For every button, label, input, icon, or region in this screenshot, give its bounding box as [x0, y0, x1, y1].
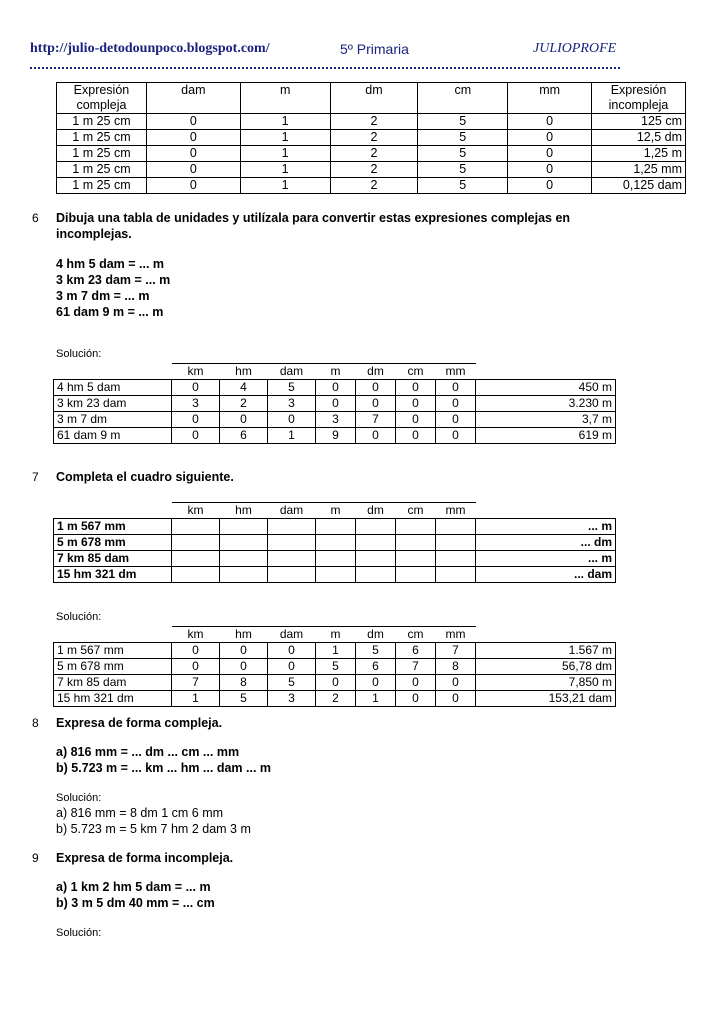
table-cell: [356, 519, 396, 535]
solution-line: b) 5.723 m = 5 km 7 hm 2 dam 3 m: [56, 822, 251, 836]
exercise-items: [56, 256, 170, 320]
table-cell: 2: [330, 130, 418, 146]
table-cell: 2: [220, 396, 268, 412]
solution-label: Solución:: [56, 927, 102, 939]
table-header-cell: hm: [220, 627, 268, 643]
table-row: [54, 643, 616, 659]
exercise-statement: Expresa de forma incompleja.: [56, 851, 234, 865]
table-row: [57, 146, 686, 162]
table-cell: 7,850 m: [476, 675, 616, 691]
table-cell: 5 m 678 mm: [54, 535, 172, 551]
table-cell: [172, 519, 220, 535]
table-cell: 0: [172, 659, 220, 675]
table-cell: 5: [268, 675, 316, 691]
table-row: [54, 412, 616, 428]
table-cell: 0: [396, 675, 436, 691]
table-cell: [172, 567, 220, 583]
table-cell: 6: [396, 643, 436, 659]
table-row: [54, 428, 616, 444]
table-cell: 450 m: [476, 380, 616, 396]
table-cell: 0: [146, 130, 240, 146]
table-cell: 5: [418, 114, 508, 130]
table-cell: 3 m 7 dm: [54, 412, 172, 428]
table-cell: 0: [356, 396, 396, 412]
table-cell: 0: [316, 675, 356, 691]
table-cell: 0: [508, 178, 592, 194]
table-cell: 7 km 85 dam: [54, 675, 172, 691]
table-cell: [316, 551, 356, 567]
table-cell: 61 dam 9 m: [54, 428, 172, 444]
table-cell: 9: [316, 428, 356, 444]
table-header-cell: cm: [396, 364, 436, 380]
table-cell: [396, 551, 436, 567]
table-cell: 0: [146, 162, 240, 178]
dotted-divider: [30, 67, 620, 69]
table-cell: [268, 535, 316, 551]
table-cell: [172, 551, 220, 567]
table-cell: [220, 519, 268, 535]
table-cell: 5: [356, 643, 396, 659]
exercise-item: 3 m 7 dm = ... m: [56, 289, 150, 303]
table-cell: 3: [268, 396, 316, 412]
table-row: [57, 114, 686, 130]
solution-label: Solución:: [56, 611, 102, 623]
table-row: [54, 380, 616, 396]
table-header-cell: km: [172, 627, 220, 643]
solution-label: Solución:: [56, 792, 102, 804]
table-header-cell: hm: [220, 364, 268, 380]
table-cell: 125 cm: [592, 114, 686, 130]
table-cell: ... dm: [476, 535, 616, 551]
exercise-items: [56, 744, 271, 776]
exercise-number: 7: [32, 470, 39, 484]
table-header-cell: mm: [436, 627, 476, 643]
exercise-item: 3 km 23 dam = ... m: [56, 273, 171, 287]
table-cell: [220, 551, 268, 567]
table-header-cell: mm: [436, 364, 476, 380]
author-label: JULIOPROFE: [533, 41, 617, 56]
exercise-item: a) 1 km 2 hm 5 dam = ... m: [56, 880, 211, 894]
table-row: [54, 535, 616, 551]
table-cell: 0: [508, 162, 592, 178]
table-cell: 153,21 dam: [476, 691, 616, 707]
exercise-item: 4 hm 5 dam = ... m: [56, 257, 165, 271]
table-cell: 1 m 567 mm: [54, 643, 172, 659]
table-cell: 0: [172, 380, 220, 396]
table-header-cell: mm: [436, 503, 476, 519]
table-cell: 5 m 678 mm: [54, 659, 172, 675]
table-row: [54, 551, 616, 567]
table-cell: 6: [220, 428, 268, 444]
table-cell: 1 m 25 cm: [57, 146, 147, 162]
solution-line: a) 816 mm = 8 dm 1 cm 6 mm: [56, 806, 224, 820]
table-cell: 2: [330, 162, 418, 178]
table-cell: 1: [356, 691, 396, 707]
table-cell: [172, 535, 220, 551]
table-cell: 0: [396, 691, 436, 707]
table-cell: 1 m 25 cm: [57, 178, 147, 194]
table-cell: 0: [146, 146, 240, 162]
table-cell: 0: [356, 675, 396, 691]
table-cell: 0: [268, 412, 316, 428]
table-cell: 8: [436, 659, 476, 675]
table-header-cell: km: [172, 503, 220, 519]
table-header-row: [54, 627, 616, 643]
table-cell: [268, 567, 316, 583]
table-cell: 5: [268, 380, 316, 396]
table-row: [54, 675, 616, 691]
table-header-cell: dam: [268, 627, 316, 643]
table-cell: 1,25 m: [592, 146, 686, 162]
table-cell: 1: [268, 428, 316, 444]
table-cell: 0: [436, 675, 476, 691]
table-cell: 619 m: [476, 428, 616, 444]
table-header-cell: m: [316, 503, 356, 519]
exercise-number: 6: [32, 211, 39, 225]
table-cell: 2: [330, 114, 418, 130]
table-cell: 7: [172, 675, 220, 691]
table-cell: 0: [436, 412, 476, 428]
table-row: [57, 162, 686, 178]
table-cell: 0: [436, 428, 476, 444]
table-cell: 0,125 dam: [592, 178, 686, 194]
table-cell: 3: [172, 396, 220, 412]
table-header-cell: Expresión incompleja: [592, 83, 686, 114]
table-cell: 0: [356, 380, 396, 396]
table-header-cell: mm: [508, 83, 592, 114]
table-header-cell: cm: [396, 627, 436, 643]
table-cell: [356, 567, 396, 583]
table-cell: 0: [508, 114, 592, 130]
table-header-cell: km: [172, 364, 220, 380]
table-cell: 0: [356, 428, 396, 444]
table-cell: 0: [508, 146, 592, 162]
table-cell: ... m: [476, 551, 616, 567]
exercise-item: 61 dam 9 m = ... m: [56, 305, 164, 319]
table-header-cell: dam: [268, 503, 316, 519]
table-row: [54, 519, 616, 535]
table-cell: [396, 535, 436, 551]
table-cell: 0: [508, 130, 592, 146]
table-cell: [436, 535, 476, 551]
table-cell: 5: [418, 130, 508, 146]
table-header-cell: cm: [396, 503, 436, 519]
table-cell: 3: [316, 412, 356, 428]
table-cell: 3: [268, 691, 316, 707]
units-table-ex7-solution: [53, 626, 616, 707]
table-cell: [396, 567, 436, 583]
table-row: [54, 567, 616, 583]
exercise-item: a) 816 mm = ... dm ... cm ... mm: [56, 745, 240, 759]
table-header-cell: dm: [356, 627, 396, 643]
table-cell: [436, 551, 476, 567]
table-cell: [268, 519, 316, 535]
table-cell: 1 m 25 cm: [57, 130, 147, 146]
table-cell: 0: [436, 396, 476, 412]
table-cell: [436, 519, 476, 535]
table-cell: 1: [240, 130, 330, 146]
table-header-cell: cm: [418, 83, 508, 114]
exercise-item: b) 5.723 m = ... km ... hm ... dam ... m: [56, 761, 272, 775]
table-cell: 0: [220, 643, 268, 659]
grade-label: 5º Primaria: [340, 41, 409, 57]
table-cell: 0: [220, 659, 268, 675]
table-header-cell: m: [240, 83, 330, 114]
table-cell: 15 hm 321 dm: [54, 567, 172, 583]
table-cell: 0: [146, 114, 240, 130]
table-cell: [220, 535, 268, 551]
table-cell: ... dam: [476, 567, 616, 583]
table-cell: [356, 535, 396, 551]
table-header-cell: m: [316, 364, 356, 380]
table-cell: 7: [396, 659, 436, 675]
solution-lines: [56, 805, 251, 837]
table-row: [57, 130, 686, 146]
table-header-cell: dm: [356, 503, 396, 519]
table-cell: 5: [418, 146, 508, 162]
table-cell: 0: [172, 643, 220, 659]
table-row: [54, 396, 616, 412]
table-row: [54, 659, 616, 675]
table-cell: 0: [172, 412, 220, 428]
exercise-item: b) 3 m 5 dm 40 mm = ... cm: [56, 896, 215, 910]
table-cell: 1 m 567 mm: [54, 519, 172, 535]
table-cell: 0: [146, 178, 240, 194]
table-cell: 4: [220, 380, 268, 396]
table-header-row: [54, 503, 616, 519]
table-cell: 6: [356, 659, 396, 675]
table-row: [57, 178, 686, 194]
table-cell: 1.567 m: [476, 643, 616, 659]
table-cell: [436, 567, 476, 583]
units-table-ex6: [53, 363, 616, 444]
table-cell: 4 hm 5 dam: [54, 380, 172, 396]
table-header-cell: Expresión compleja: [57, 83, 147, 114]
blog-url-link[interactable]: http://julio-detodounpoco.blogspot.com/: [30, 41, 270, 56]
table-header-row: [54, 364, 616, 380]
table-cell: 1: [240, 178, 330, 194]
table-cell: 7: [436, 643, 476, 659]
table-cell: 0: [268, 643, 316, 659]
exercise-number: 9: [32, 851, 39, 865]
table-cell: 1 m 25 cm: [57, 114, 147, 130]
table-header-cell: dam: [146, 83, 240, 114]
table-cell: 0: [220, 412, 268, 428]
table-cell: [268, 551, 316, 567]
table-header-cell: hm: [220, 503, 268, 519]
table-header-cell: dam: [268, 364, 316, 380]
exercise-statement: Completa el cuadro siguiente.: [56, 470, 234, 484]
table-cell: 2: [316, 691, 356, 707]
table-cell: 7 km 85 dam: [54, 551, 172, 567]
table-cell: 1: [240, 162, 330, 178]
exercise-items: [56, 879, 215, 911]
table-cell: 3 km 23 dam: [54, 396, 172, 412]
table-cell: 0: [316, 380, 356, 396]
table-cell: 0: [396, 428, 436, 444]
table-cell: 0: [436, 691, 476, 707]
table-cell: 1: [316, 643, 356, 659]
table-row: [54, 691, 616, 707]
table-cell: 2: [330, 178, 418, 194]
conversion-table-1: [56, 82, 686, 194]
exercise-number: 8: [32, 716, 39, 730]
table-cell: 5: [316, 659, 356, 675]
table-cell: 0: [172, 428, 220, 444]
table-header-row: [57, 83, 686, 114]
table-cell: [316, 567, 356, 583]
table-cell: 5: [220, 691, 268, 707]
table-cell: 1 m 25 cm: [57, 162, 147, 178]
table-cell: [396, 519, 436, 535]
table-cell: 5: [418, 162, 508, 178]
table-cell: 1: [240, 114, 330, 130]
table-header-cell: m: [316, 627, 356, 643]
table-cell: 0: [436, 380, 476, 396]
table-cell: 7: [356, 412, 396, 428]
solution-label: Solución:: [56, 348, 102, 360]
units-table-ex7: [53, 502, 616, 583]
table-cell: 0: [396, 412, 436, 428]
exercise-statement: Expresa de forma compleja.: [56, 716, 223, 730]
table-cell: 15 hm 321 dm: [54, 691, 172, 707]
table-cell: 8: [220, 675, 268, 691]
table-cell: 0: [396, 396, 436, 412]
table-cell: [316, 519, 356, 535]
table-cell: 1: [172, 691, 220, 707]
table-header-cell: dm: [330, 83, 418, 114]
table-cell: 12,5 dm: [592, 130, 686, 146]
table-cell: 2: [330, 146, 418, 162]
table-cell: 1: [240, 146, 330, 162]
table-cell: [316, 535, 356, 551]
table-cell: 3,7 m: [476, 412, 616, 428]
table-cell: [220, 567, 268, 583]
table-cell: 3.230 m: [476, 396, 616, 412]
table-cell: 0: [396, 380, 436, 396]
table-cell: 5: [418, 178, 508, 194]
table-cell: 0: [316, 396, 356, 412]
table-cell: [356, 551, 396, 567]
table-cell: 56,78 dm: [476, 659, 616, 675]
table-cell: 1,25 mm: [592, 162, 686, 178]
table-cell: ... m: [476, 519, 616, 535]
table-cell: 0: [268, 659, 316, 675]
table-header-cell: dm: [356, 364, 396, 380]
exercise-statement: Dibuja una tabla de unidades y utilízala para convertir estas expresiones complejas en incomplejas.: [56, 211, 571, 241]
